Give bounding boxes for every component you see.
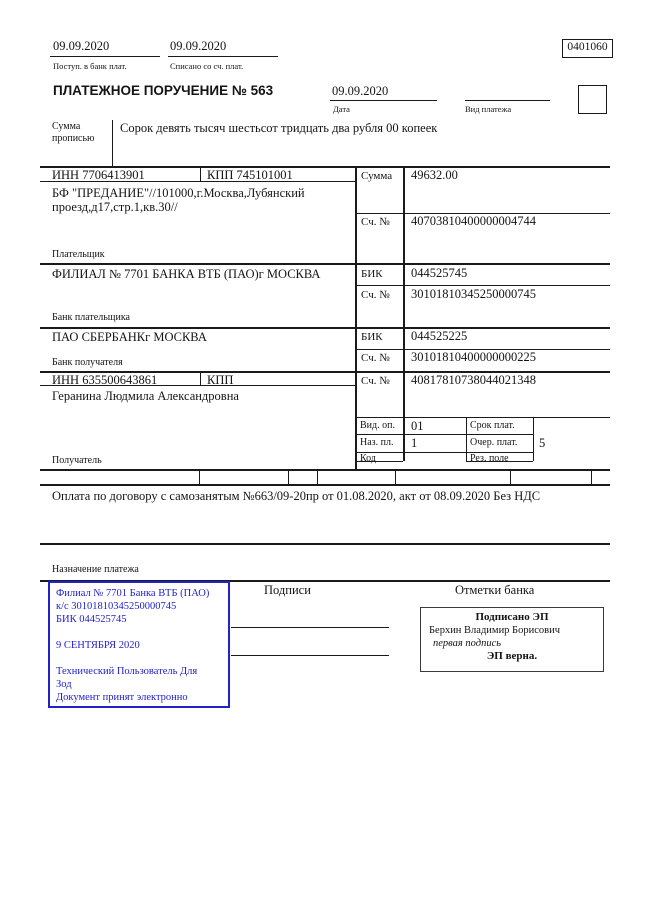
account-label: Сч. № bbox=[361, 375, 390, 387]
priority-label: Очер. плат. bbox=[470, 437, 518, 448]
due-date-label: Срок плат. bbox=[470, 420, 515, 431]
op-kind-label: Вид. оп. bbox=[360, 420, 395, 431]
divider-line bbox=[510, 469, 511, 484]
divider-line bbox=[199, 469, 200, 484]
payee-bank-account: 30101810400000000225 bbox=[411, 350, 536, 364]
table-border bbox=[40, 543, 610, 545]
payee-bank-name: ПАО СБЕРБАНКг МОСКВА bbox=[52, 330, 207, 344]
document-title: ПЛАТЕЖНОЕ ПОРУЧЕНИЕ № 563 bbox=[53, 83, 274, 98]
divider-line bbox=[200, 166, 201, 181]
underline bbox=[330, 100, 437, 101]
payee-bank-bik: 044525225 bbox=[411, 329, 468, 343]
divider-line bbox=[200, 371, 201, 385]
stamp-bank-name: Филиал № 7701 Банка ВТБ (ПАО) bbox=[56, 588, 210, 599]
form-code: 0401060 bbox=[567, 41, 608, 53]
status-checkbox bbox=[578, 85, 607, 114]
divider-line bbox=[591, 469, 592, 484]
bik-label: БИК bbox=[361, 268, 383, 280]
stamp-date: 9 СЕНТЯБРЯ 2020 bbox=[56, 640, 140, 651]
account-label: Сч. № bbox=[361, 352, 390, 364]
stamp-spacer bbox=[56, 652, 222, 665]
op-kind-value: 01 bbox=[411, 419, 424, 433]
bank-marks-label: Отметки банка bbox=[455, 583, 535, 597]
form-code-box bbox=[562, 39, 613, 58]
divider-line bbox=[355, 166, 357, 469]
amount-in-words-value: Сорок девять тысяч шестьсот тридцать два рубля 00 копеек bbox=[120, 121, 438, 135]
payer-label: Плательщик bbox=[52, 249, 105, 260]
stamp-spacer bbox=[56, 626, 222, 639]
written-off-label: Списано со сч. плат. bbox=[170, 61, 244, 71]
payee-inn: ИНН 635500643861 bbox=[52, 373, 158, 387]
purpose-label: Назначение платежа bbox=[52, 564, 139, 575]
pay-purpose-label: Наз. пл. bbox=[360, 437, 394, 448]
payer-account: 40703810400000004744 bbox=[411, 214, 536, 228]
stamp-user: Технический Пользователь Для Зод bbox=[56, 666, 198, 690]
esign-verified: ЭП верна. bbox=[486, 650, 538, 662]
written-off-date: 09.09.2020 bbox=[170, 39, 227, 53]
esign-box bbox=[420, 607, 604, 672]
signature-line bbox=[231, 655, 389, 656]
bik-label: БИК bbox=[361, 331, 383, 343]
divider-line bbox=[112, 120, 113, 166]
code-label: Код bbox=[360, 453, 376, 464]
priority-value: 5 bbox=[539, 436, 546, 450]
payer-kpp: КПП 745101001 bbox=[207, 168, 293, 182]
esign-signature-kind: первая подпись bbox=[433, 638, 502, 649]
stamp-bik: БИК 044525745 bbox=[56, 614, 127, 625]
payer-bank-label: Банк плательщика bbox=[52, 312, 130, 323]
divider-line bbox=[466, 417, 467, 461]
sum-value: 49632.00 bbox=[411, 168, 458, 182]
stamp-corr-account: к/с 30101810345250000745 bbox=[56, 601, 177, 612]
divider-line bbox=[288, 469, 289, 484]
bank-acceptance-stamp bbox=[48, 581, 230, 708]
table-border bbox=[40, 469, 610, 471]
esign-signer: Берхин Владимир Борисович bbox=[429, 625, 560, 636]
payee-label: Получатель bbox=[52, 455, 102, 466]
date-label: Дата bbox=[333, 104, 350, 114]
sum-label: Сумма bbox=[361, 170, 393, 182]
pay-purpose-value: 1 bbox=[411, 436, 418, 450]
underline bbox=[50, 56, 160, 57]
payment-kind-label: Вид платежа bbox=[465, 104, 512, 114]
payer-bank-bik: 044525745 bbox=[411, 266, 468, 280]
divider-line bbox=[355, 434, 533, 435]
account-label: Сч. № bbox=[361, 216, 390, 228]
esign-title: Подписано ЭП bbox=[475, 611, 549, 623]
reserve-field-label: Рез. поле bbox=[470, 453, 509, 464]
underline bbox=[465, 100, 550, 101]
signatures-label: Подписи bbox=[264, 583, 311, 597]
payer-bank-name: ФИЛИАЛ № 7701 БАНКА ВТБ (ПАО)г МОСКВА bbox=[52, 267, 321, 281]
signature-line bbox=[231, 627, 389, 628]
table-border bbox=[40, 484, 610, 486]
divider-line bbox=[317, 469, 318, 484]
payee-account: 40817810738044021348 bbox=[411, 373, 536, 387]
table-border bbox=[40, 327, 610, 329]
divider-line bbox=[355, 417, 610, 418]
payer-bank-account: 30101810345250000745 bbox=[411, 287, 536, 301]
payee-kpp: КПП bbox=[207, 373, 234, 387]
stamp-note: Документ принят электронно bbox=[56, 692, 188, 703]
document-date: 09.09.2020 bbox=[332, 84, 389, 98]
received-in-bank-date: 09.09.2020 bbox=[53, 39, 110, 53]
received-in-bank-label: Поступ. в банк плат. bbox=[53, 61, 127, 71]
divider-line bbox=[355, 285, 610, 286]
account-label: Сч. № bbox=[361, 289, 390, 301]
underline bbox=[168, 56, 278, 57]
payee-name: Геранина Людмила Александровна bbox=[52, 389, 239, 403]
payee-bank-label: Банк получателя bbox=[52, 357, 123, 368]
divider-line bbox=[395, 469, 396, 484]
amount-in-words-label: Сумма прописью bbox=[52, 121, 95, 144]
payer-inn: ИНН 7706413901 bbox=[52, 168, 145, 182]
table-border bbox=[40, 263, 610, 265]
purpose-text: Оплата по договору с самозанятым №663/09-20пр от 01.08.2020, акт от 08.09.2020 Без НДС bbox=[52, 489, 541, 503]
divider-line bbox=[533, 417, 534, 461]
payer-name: БФ "ПРЕДАНИЕ"//101000,г.Москва,Лубянский проезд,д17,стр.1,кв.30// bbox=[52, 186, 305, 214]
